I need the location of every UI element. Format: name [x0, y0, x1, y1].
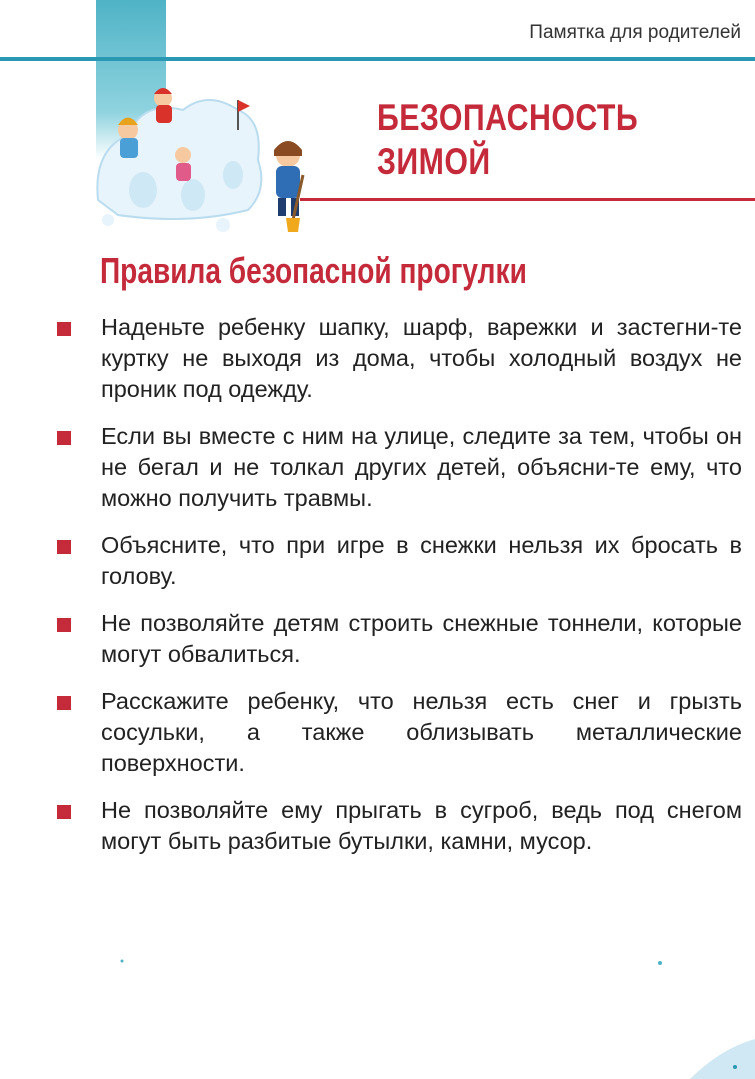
title-underline [300, 198, 755, 201]
rule-text: Если вы вместе с ним на улице, следите за тем, чтобы он не бегал и не толкал других детей, объясни-те ему, что можно получить травмы. [101, 423, 742, 511]
red-square-bullet-icon [57, 431, 71, 445]
list-item [57, 686, 742, 779]
red-square-bullet-icon [57, 540, 71, 554]
rule-text: Расскажите ребенку, что нельзя есть снег и грызть сосульки, а также облизывать металлические поверхности. [101, 688, 742, 776]
title-line-1: БЕЗОПАСНОСТЬ [377, 97, 639, 138]
list-item [57, 530, 742, 592]
list-item [57, 421, 742, 514]
rules-list [57, 312, 742, 873]
list-item [57, 608, 742, 670]
red-square-bullet-icon [57, 618, 71, 632]
list-item [57, 312, 742, 405]
rule-text: Объясните, что при игре в снежки нельзя их бросать в голову. [101, 532, 742, 589]
snow-decoration [0, 939, 755, 1079]
top-rule-line [0, 57, 755, 61]
page-title [377, 96, 638, 184]
title-line-2: ЗИМОЙ [377, 141, 491, 182]
list-item [57, 795, 742, 857]
section-heading: Правила безопасной прогулки [100, 250, 527, 291]
red-square-bullet-icon [57, 696, 71, 710]
red-square-bullet-icon [57, 322, 71, 336]
snow-fort-children-illustration [88, 80, 338, 240]
rule-text: Наденьте ребенку шапку, шарф, варежки и застегни-те куртку не выходя из дома, чтобы холодный воздух не проник под одежду. [101, 314, 742, 402]
red-square-bullet-icon [57, 805, 71, 819]
rule-text: Не позволяйте ему прыгать в сугроб, ведь под снегом могут быть разбитые бутылки, камни, мусор. [101, 797, 742, 854]
rule-text: Не позволяйте детям строить снежные тоннели, которые могут обвалиться. [101, 610, 742, 667]
header-note: Памятка для родителей [529, 22, 741, 43]
